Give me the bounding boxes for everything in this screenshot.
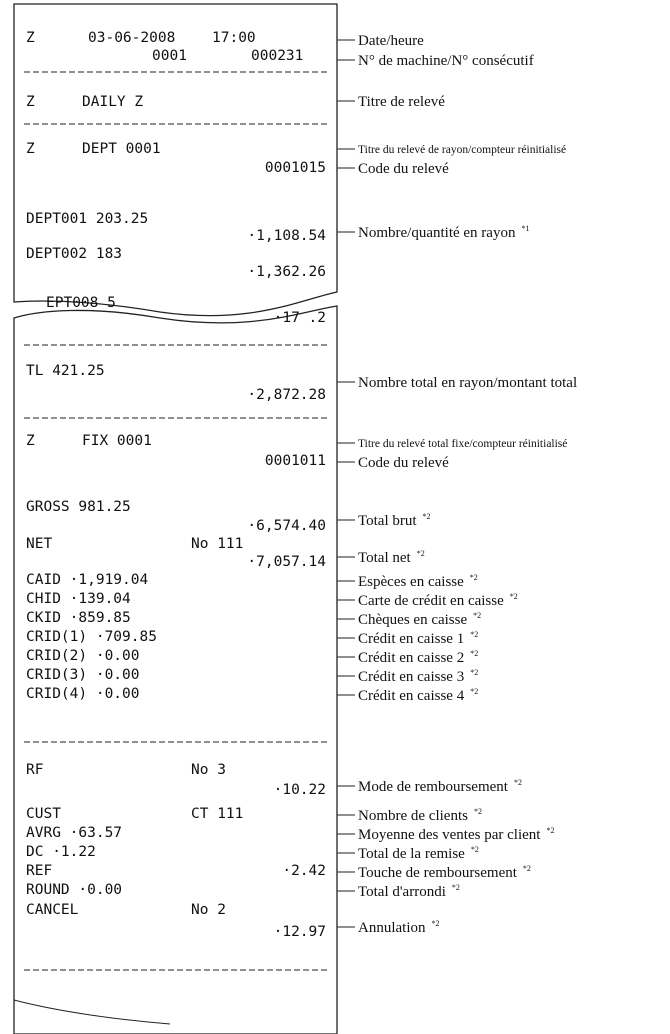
- footnote-mark: *2: [416, 549, 425, 558]
- receipt-line: DAILY Z: [82, 94, 144, 110]
- receipt-line: ·12.97: [273, 924, 326, 940]
- footnote-mark: *2: [509, 592, 518, 601]
- annotation-label: Crédit en caisse 4: [358, 688, 465, 704]
- receipt-line: CKID ·859.85: [26, 610, 131, 626]
- svg-text:Nombre total en rayon/montant: [358, 375, 577, 391]
- receipt-line: ROUND ·0.00: [26, 882, 123, 898]
- footnote-mark: *2: [422, 512, 431, 521]
- receipt-line: CAID ·1,919.04: [26, 572, 149, 588]
- svg-text:Carte de crédit en caisse*2: [358, 592, 518, 609]
- receipt-line: 03-06-2008: [88, 30, 176, 46]
- receipt-line: CRID(3) ·0.00: [26, 667, 140, 683]
- annotation-label: Mode de remboursement: [358, 779, 508, 795]
- annotation-label: Carte de crédit en caisse: [358, 593, 504, 609]
- svg-text:Chèques en caisse*2: [358, 611, 481, 628]
- annotation-label: N° de machine/N° consécutif: [358, 53, 534, 69]
- annotation-label: Crédit en caisse 2: [358, 650, 465, 666]
- receipt-line: 000231: [251, 48, 304, 64]
- svg-text:Titre du relevé de rayon/compt: [358, 144, 566, 156]
- svg-text:Code du relevé: [358, 455, 449, 471]
- footnote-mark: *2: [470, 630, 479, 639]
- footnote-mark: *2: [473, 611, 482, 620]
- annotation-label: Code du relevé: [358, 161, 449, 177]
- receipt-line: ·2.42: [282, 863, 326, 879]
- receipt-line: 0001015: [264, 160, 326, 176]
- receipt-line: AVRG ·63.57: [26, 825, 123, 841]
- leader-lines: [337, 40, 355, 927]
- receipt-line: CUST: [26, 806, 61, 822]
- annotation-label: Touche de remboursement: [358, 865, 517, 881]
- annotation-label: Titre du relevé total fixe/compteur réinitialisé: [358, 438, 568, 450]
- receipt-line: ·6,574.40: [247, 518, 326, 534]
- svg-text:Titre de relevé: [358, 94, 445, 110]
- svg-text:Touche de remboursement*2: [358, 864, 531, 881]
- receipt-line: DEPT001 203.25: [26, 211, 149, 227]
- annotation-label: Total de la remise: [358, 846, 465, 862]
- annotation-label: Chèques en caisse: [358, 612, 468, 628]
- receipt-line: FIX 0001: [82, 433, 152, 449]
- annotation-label: Titre du relevé de rayon/compteur réinitialisé: [358, 144, 567, 156]
- receipt-line: Z: [26, 94, 35, 110]
- annotation-label: Code du relevé: [358, 455, 449, 471]
- svg-text:Total d'arrondi*2: [358, 883, 460, 900]
- receipt-line: ·7,057.14: [247, 554, 326, 570]
- annotation-label: Crédit en caisse 3: [358, 669, 465, 685]
- receipt-line: Z: [26, 141, 35, 157]
- receipt-line: DEPT002 183: [26, 246, 123, 262]
- receipt-line: ·2,872.28: [247, 387, 326, 403]
- annotation-labels: [358, 33, 577, 936]
- annotation-label: Espèces en caisse: [358, 574, 464, 590]
- annotation-label: Moyenne des ventes par client: [358, 827, 541, 843]
- receipt-line: CANCEL: [26, 902, 79, 918]
- receipt-line: CRID(4) ·0.00: [26, 686, 140, 702]
- receipt-line: NET: [26, 536, 53, 552]
- svg-text:Date/heure: [358, 33, 424, 49]
- footnote-mark: *2: [470, 845, 479, 854]
- footnote-mark: *2: [469, 573, 478, 582]
- svg-text:Nombre/quantité en rayon*1: [358, 224, 529, 241]
- svg-text:Annulation*2: [358, 919, 440, 936]
- footnote-mark: *1: [521, 224, 530, 233]
- footnote-mark: *2: [470, 668, 479, 677]
- receipt-line: CRID(2) ·0.00: [26, 648, 140, 664]
- receipt-line: 0001011: [264, 453, 326, 469]
- annotation-label: Date/heure: [358, 33, 424, 49]
- annotation-label: Crédit en caisse 1: [358, 631, 465, 647]
- svg-text:Crédit en caisse 3*2: [358, 668, 478, 685]
- footnote-mark: *2: [470, 687, 479, 696]
- annotation-label: Annulation: [358, 920, 426, 936]
- svg-text:N° de machine/N° consécutif: [358, 53, 534, 69]
- receipt-line: Z: [26, 30, 35, 46]
- svg-text:Nombre de clients*2: [358, 807, 482, 824]
- receipt-line: EPT008 5: [46, 295, 116, 311]
- receipt-line: No 111: [191, 536, 244, 552]
- svg-text:Mode de remboursement*2: [358, 778, 522, 795]
- receipt-line: RF: [26, 762, 44, 778]
- annotation-label: Total brut: [358, 513, 417, 529]
- svg-text:Crédit en caisse 2*2: [358, 649, 478, 666]
- receipt-line: ·1,362.26: [247, 264, 326, 280]
- annotation-label: Titre de relevé: [358, 94, 445, 110]
- svg-text:Total de la remise*2: [358, 845, 479, 862]
- footnote-mark: *2: [473, 807, 482, 816]
- svg-text:Total brut*2: [358, 512, 431, 529]
- footnote-mark: *2: [546, 826, 555, 835]
- receipt-line: DC ·1.22: [26, 844, 96, 860]
- footnote-mark: *2: [451, 883, 460, 892]
- receipt-line: 0001: [152, 48, 187, 64]
- svg-text:Titre du relevé total fixe/com: [358, 438, 567, 450]
- svg-text:Crédit en caisse 1*2: [358, 630, 478, 647]
- receipt-line: CRID(1) ·709.85: [26, 629, 157, 645]
- receipt-line: 17:00: [212, 30, 256, 46]
- svg-text:Total net*2: [358, 549, 425, 566]
- footnote-mark: *2: [431, 919, 440, 928]
- receipt-line: No 3: [191, 762, 226, 778]
- receipt-line: ·17 .2: [273, 310, 326, 326]
- receipt-line: CT 111: [191, 806, 244, 822]
- footnote-mark: *2: [522, 864, 531, 873]
- receipt-line: TL 421.25: [26, 363, 105, 379]
- svg-text:Moyenne des ventes par client*: [358, 826, 554, 843]
- receipt-line: REF: [26, 863, 53, 879]
- receipt-line: GROSS 981.25: [26, 499, 131, 515]
- receipt-line: No 2: [191, 902, 226, 918]
- receipt-line: ·10.22: [273, 782, 326, 798]
- receipt-line: Z: [26, 433, 35, 449]
- annotation-label: Nombre/quantité en rayon: [358, 225, 516, 241]
- receipt-line: CHID ·139.04: [26, 591, 131, 607]
- annotation-label: Nombre total en rayon/montant total: [358, 375, 578, 391]
- annotation-label: Nombre de clients: [358, 808, 468, 824]
- footnote-mark: *2: [470, 649, 479, 658]
- receipt-line: DEPT 0001: [82, 141, 161, 157]
- receipt-line: ·1,108.54: [247, 228, 326, 244]
- svg-text:Crédit en caisse 4*2: [358, 687, 478, 704]
- svg-text:Espèces en caisse*2: [358, 573, 478, 590]
- annotation-label: Total d'arrondi: [358, 884, 446, 900]
- footnote-mark: *2: [513, 778, 522, 787]
- annotation-label: Total net: [358, 550, 411, 566]
- svg-text:Code du relevé: [358, 161, 449, 177]
